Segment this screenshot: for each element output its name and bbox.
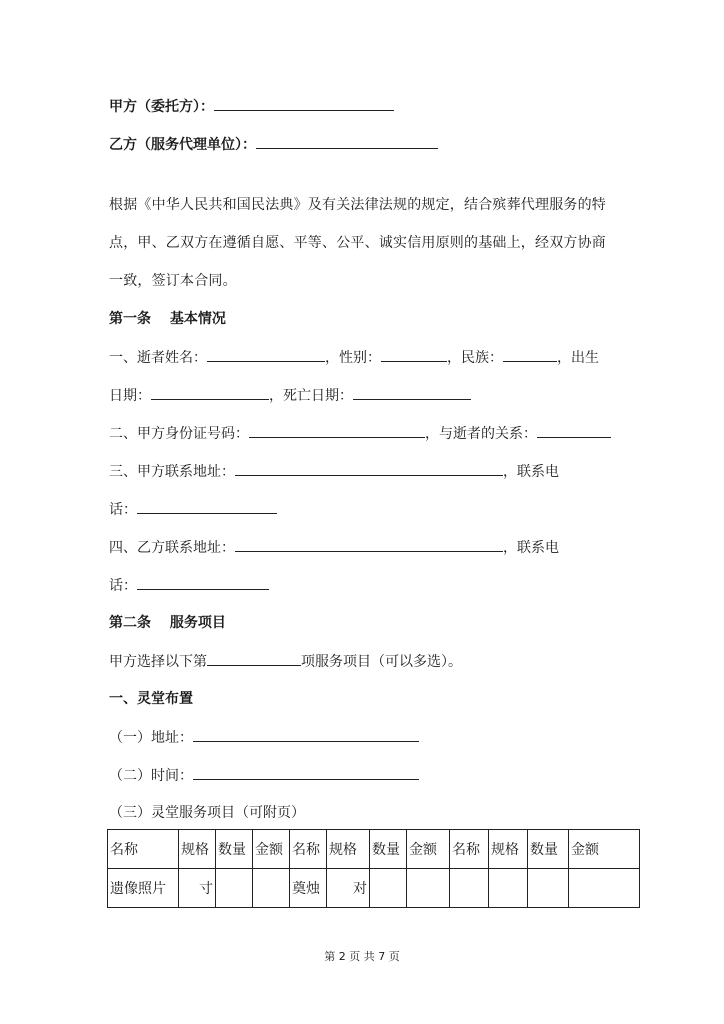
table-cell[interactable]: 奠烛	[290, 869, 327, 908]
party-b-address-label: 四、乙方联系地址：	[109, 540, 235, 556]
table-cell[interactable]	[489, 869, 528, 908]
table-header-cell: 数量	[216, 830, 253, 869]
party-b-tel-label: ，联系电	[503, 540, 559, 556]
id-line	[109, 423, 611, 444]
table-cell[interactable]: 寸	[179, 869, 216, 908]
party-b-tel-line	[109, 575, 269, 596]
table-header-cell: 名称	[290, 830, 327, 869]
relation-blank[interactable]	[537, 423, 611, 438]
party-b-blank[interactable]	[256, 134, 438, 149]
party-a-tel-line	[109, 499, 277, 520]
party-a-address-blank[interactable]	[235, 461, 503, 476]
table-header-cell: 名称	[450, 830, 489, 869]
gender-blank[interactable]	[381, 347, 447, 362]
deceased-name-label: 一、逝者姓名：	[109, 350, 207, 366]
table-cell[interactable]	[569, 869, 640, 908]
id-label: 二、甲方身份证号码：	[109, 426, 249, 442]
party-a-blank[interactable]	[214, 96, 394, 111]
time-blank[interactable]	[193, 765, 419, 780]
table-header-cell: 金额	[253, 830, 290, 869]
page-footer: 第 2 页 共 7 页	[324, 950, 400, 963]
death-date-label: ，死亡日期：	[269, 388, 353, 404]
article2-title: 第二条 服务项目	[109, 615, 226, 631]
table-cell[interactable]	[370, 869, 407, 908]
table-header-cell: 名称	[108, 830, 179, 869]
party-a-tel-label2: 话：	[109, 502, 137, 518]
ethnic-blank[interactable]	[503, 347, 557, 362]
intro-paragraph: 根据《中华人民共和国民法典》及有关法律法规的规定，结合殡葬代理服务的特点，甲、乙双方在遵循自愿、平等、公平、诚实信用原则的基础上，经双方协商一致，签订本合同。	[109, 197, 606, 289]
time-line	[109, 765, 419, 786]
section1-title: 一、灵堂布置	[109, 691, 193, 707]
party-a-tel-blank[interactable]	[137, 499, 277, 514]
party-b-tel-blank[interactable]	[137, 575, 269, 590]
table-cell[interactable]	[528, 869, 569, 908]
select-line	[109, 651, 462, 672]
address-label: （一）地址：	[109, 730, 193, 746]
deceased-name-blank[interactable]	[207, 347, 325, 362]
table-cell[interactable]	[407, 869, 450, 908]
party-a-label: 甲方（委托方）：	[109, 99, 214, 115]
address-blank[interactable]	[193, 727, 419, 742]
select-pre: 甲方选择以下第	[109, 654, 207, 670]
select-blank[interactable]	[207, 651, 301, 666]
relation-label: ，与逝者的关系：	[425, 426, 537, 442]
party-b-line	[109, 134, 438, 155]
table-cell[interactable]	[450, 869, 489, 908]
table-header-cell: 数量	[528, 830, 569, 869]
table-cell[interactable]	[253, 869, 290, 908]
table-header-row	[108, 830, 640, 869]
select-post: 项服务项目（可以多选）。	[301, 654, 462, 670]
table-header-cell: 规格	[489, 830, 528, 869]
table-row	[108, 869, 640, 908]
party-a-line	[109, 96, 394, 117]
party-a-address-line	[109, 461, 559, 482]
id-blank[interactable]	[249, 423, 425, 438]
birth-label: ，出生	[557, 350, 599, 366]
party-a-tel-label: ，联系电	[503, 464, 559, 480]
table-header-cell: 金额	[407, 830, 450, 869]
ethnic-label: ，民族：	[447, 350, 503, 366]
table-cell[interactable]: 遗像照片	[108, 869, 179, 908]
birth-date-blank[interactable]	[151, 385, 269, 400]
death-date-blank[interactable]	[353, 385, 471, 400]
gender-label: ，性别：	[325, 350, 381, 366]
address-line	[109, 727, 419, 748]
party-b-label: 乙方（服务代理单位）：	[109, 137, 256, 153]
table-header-cell: 规格	[327, 830, 370, 869]
service-table	[107, 829, 640, 908]
table-header-cell: 规格	[179, 830, 216, 869]
party-b-address-line	[109, 537, 559, 558]
party-b-address-blank[interactable]	[235, 537, 503, 552]
article1-title: 第一条 基本情况	[109, 311, 226, 327]
party-b-tel-label2: 话：	[109, 578, 137, 594]
table-cell[interactable]: 对	[327, 869, 370, 908]
table-header-cell: 数量	[370, 830, 407, 869]
table-header-cell: 金额	[569, 830, 640, 869]
deceased-info-line	[109, 347, 599, 368]
birth-date-label: 日期：	[109, 388, 151, 404]
party-a-address-label: 三、甲方联系地址：	[109, 464, 235, 480]
time-label: （二）时间：	[109, 768, 193, 784]
hall-items-title: （三）灵堂服务项目（可附页）	[109, 805, 305, 821]
dates-line	[109, 385, 471, 406]
table-cell[interactable]	[216, 869, 253, 908]
